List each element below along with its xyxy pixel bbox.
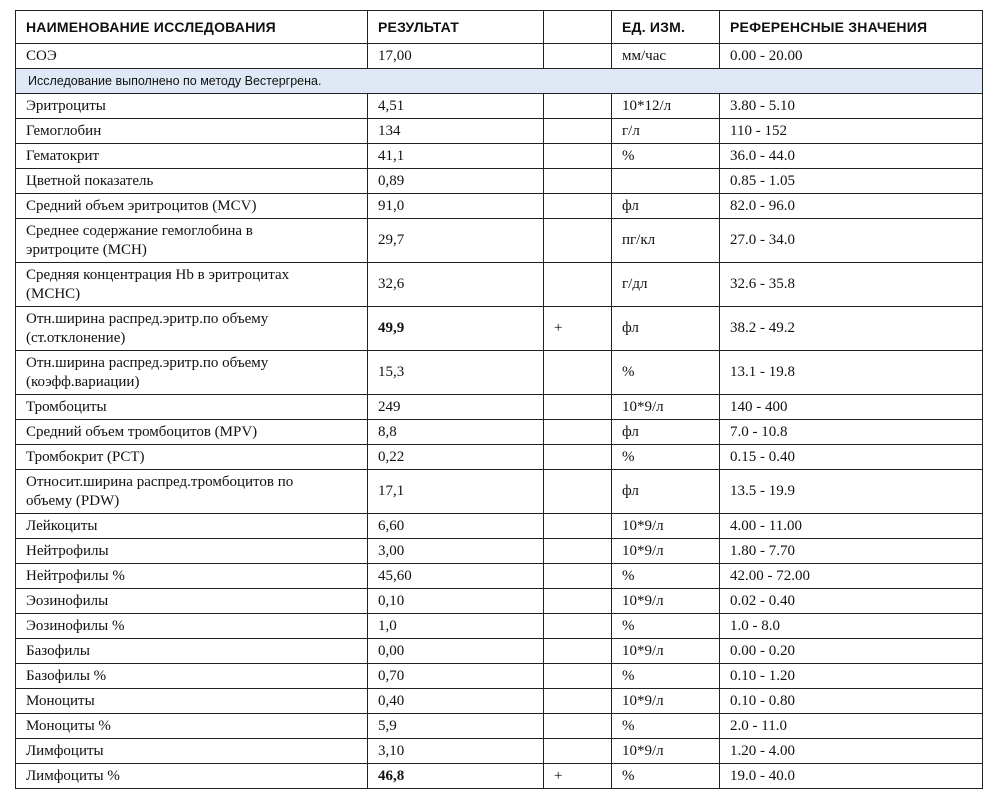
table-row (16, 169, 983, 194)
table-header-row (16, 11, 983, 44)
test-name: Тромбоциты (16, 395, 368, 420)
table-row (16, 514, 983, 539)
header-name: НАИМЕНОВАНИЕ ИССЛЕДОВАНИЯ (16, 11, 368, 44)
abnormal-flag (544, 194, 612, 219)
test-name-line: Отн.ширина распред.эритр.по объему (26, 354, 269, 371)
test-result: 41,1 (368, 144, 544, 169)
test-unit: % (612, 614, 720, 639)
header-ref: РЕФЕРЕНСНЫЕ ЗНАЧЕНИЯ (720, 11, 983, 44)
reference-range: 19.0 - 40.0 (720, 764, 983, 789)
reference-range: 38.2 - 49.2 (720, 307, 983, 351)
abnormal-flag (544, 689, 612, 714)
abnormal-flag (544, 539, 612, 564)
test-unit: % (612, 564, 720, 589)
test-unit: 10*9/л (612, 514, 720, 539)
test-name: Лимфоциты % (16, 764, 368, 789)
test-name (16, 219, 368, 263)
abnormal-flag (544, 470, 612, 514)
test-unit: г/л (612, 119, 720, 144)
test-name: Гемоглобин (16, 119, 368, 144)
abnormal-flag (544, 44, 612, 69)
table-row (16, 714, 983, 739)
reference-range: 1.80 - 7.70 (720, 539, 983, 564)
test-name: Средний объем эритроцитов (MCV) (16, 194, 368, 219)
reference-range: 0.02 - 0.40 (720, 589, 983, 614)
test-name-line: (ст.отклонение) (26, 329, 126, 346)
test-result: 0,00 (368, 639, 544, 664)
table-row (16, 445, 983, 470)
test-name: Лейкоциты (16, 514, 368, 539)
test-unit: 10*9/л (612, 589, 720, 614)
reference-range: 32.6 - 35.8 (720, 263, 983, 307)
test-result: 8,8 (368, 420, 544, 445)
abnormal-flag (544, 664, 612, 689)
table-row (16, 307, 983, 351)
table-row (16, 539, 983, 564)
test-result: 29,7 (368, 219, 544, 263)
test-unit: % (612, 351, 720, 395)
table-row (16, 94, 983, 119)
test-result: 32,6 (368, 263, 544, 307)
test-unit: 10*9/л (612, 395, 720, 420)
test-name: СОЭ (16, 44, 368, 69)
header-flag (544, 11, 612, 44)
table-row (16, 470, 983, 514)
test-result: 0,10 (368, 589, 544, 614)
test-unit: 10*9/л (612, 539, 720, 564)
table-row (16, 194, 983, 219)
test-name (16, 263, 368, 307)
lab-results-table (15, 10, 983, 789)
table-row (16, 614, 983, 639)
abnormal-flag (544, 219, 612, 263)
abnormal-flag (544, 639, 612, 664)
table-row (16, 420, 983, 445)
test-result: 6,60 (368, 514, 544, 539)
reference-range: 82.0 - 96.0 (720, 194, 983, 219)
test-unit: % (612, 664, 720, 689)
test-unit: % (612, 764, 720, 789)
reference-range: 2.0 - 11.0 (720, 714, 983, 739)
table-row (16, 589, 983, 614)
test-result: 4,51 (368, 94, 544, 119)
reference-range: 27.0 - 34.0 (720, 219, 983, 263)
table-row (16, 219, 983, 263)
table-row (16, 395, 983, 420)
reference-range: 42.00 - 72.00 (720, 564, 983, 589)
abnormal-flag (544, 94, 612, 119)
test-name: Тромбокрит (PCT) (16, 445, 368, 470)
footer-cut-text (15, 783, 982, 795)
test-name-line: объему (PDW) (26, 492, 120, 509)
test-result: 249 (368, 395, 544, 420)
test-unit: г/дл (612, 263, 720, 307)
test-unit: 10*12/л (612, 94, 720, 119)
test-name: Моноциты (16, 689, 368, 714)
abnormal-flag (544, 714, 612, 739)
test-unit: 10*9/л (612, 689, 720, 714)
test-result: 5,9 (368, 714, 544, 739)
reference-range: 1.0 - 8.0 (720, 614, 983, 639)
test-unit: фл (612, 470, 720, 514)
test-result: 45,60 (368, 564, 544, 589)
test-result: 3,10 (368, 739, 544, 764)
table-row (16, 639, 983, 664)
reference-range: 1.20 - 4.00 (720, 739, 983, 764)
test-name-line: эритроците (MCH) (26, 241, 147, 258)
test-name: Гематокрит (16, 144, 368, 169)
abnormal-flag (544, 589, 612, 614)
test-name-line: (MCHC) (26, 285, 81, 302)
table-row (16, 263, 983, 307)
header-unit: ЕД. ИЗМ. (612, 11, 720, 44)
reference-range: 0.00 - 0.20 (720, 639, 983, 664)
test-name: Эозинофилы (16, 589, 368, 614)
test-unit: фл (612, 307, 720, 351)
test-result: 0,70 (368, 664, 544, 689)
test-unit: % (612, 144, 720, 169)
abnormal-flag (544, 263, 612, 307)
reference-range: 36.0 - 44.0 (720, 144, 983, 169)
test-result: 17,00 (368, 44, 544, 69)
test-name (16, 351, 368, 395)
test-result: 134 (368, 119, 544, 144)
test-unit: пг/кл (612, 219, 720, 263)
reference-range: 110 - 152 (720, 119, 983, 144)
test-result: 0,40 (368, 689, 544, 714)
test-result: 17,1 (368, 470, 544, 514)
test-name: Эозинофилы % (16, 614, 368, 639)
test-result: 49,9 (368, 307, 544, 351)
abnormal-flag (544, 739, 612, 764)
test-unit: мм/час (612, 44, 720, 69)
method-note: Исследование выполнено по методу Вестергрена. (16, 69, 983, 94)
header-result: РЕЗУЛЬТАТ (368, 11, 544, 44)
reference-range: 13.1 - 19.8 (720, 351, 983, 395)
reference-range: 0.85 - 1.05 (720, 169, 983, 194)
abnormal-flag (544, 119, 612, 144)
abnormal-flag (544, 351, 612, 395)
abnormal-flag (544, 445, 612, 470)
table-row (16, 664, 983, 689)
test-unit (612, 169, 720, 194)
table-row (16, 144, 983, 169)
abnormal-flag (544, 514, 612, 539)
abnormal-flag: + (544, 307, 612, 351)
table-row (16, 739, 983, 764)
test-result: 91,0 (368, 194, 544, 219)
test-name: Лимфоциты (16, 739, 368, 764)
test-name: Цветной показатель (16, 169, 368, 194)
test-name: Нейтрофилы (16, 539, 368, 564)
abnormal-flag (544, 144, 612, 169)
reference-range: 3.80 - 5.10 (720, 94, 983, 119)
test-name: Эритроциты (16, 94, 368, 119)
test-name-line: (коэфф.вариации) (26, 373, 140, 390)
test-unit: 10*9/л (612, 639, 720, 664)
abnormal-flag (544, 564, 612, 589)
reference-range: 0.15 - 0.40 (720, 445, 983, 470)
test-name: Моноциты % (16, 714, 368, 739)
abnormal-flag (544, 420, 612, 445)
test-name: Базофилы % (16, 664, 368, 689)
test-name-line: Средняя концентрация Hb в эритроцитах (26, 266, 290, 283)
reference-range: 0.10 - 0.80 (720, 689, 983, 714)
table-row (16, 44, 983, 69)
test-name: Средний объем тромбоцитов (MPV) (16, 420, 368, 445)
table-body (16, 44, 983, 789)
test-result: 1,0 (368, 614, 544, 639)
test-name-line: Относит.ширина распред.тромбоцитов по (26, 473, 294, 490)
test-name-line: Среднее содержание гемоглобина в (26, 222, 253, 239)
test-name: Нейтрофилы % (16, 564, 368, 589)
test-name (16, 470, 368, 514)
test-unit: % (612, 445, 720, 470)
test-result: 46,8 (368, 764, 544, 789)
reference-range: 140 - 400 (720, 395, 983, 420)
reference-range: 7.0 - 10.8 (720, 420, 983, 445)
reference-range: 4.00 - 11.00 (720, 514, 983, 539)
test-unit: фл (612, 194, 720, 219)
table-row (16, 689, 983, 714)
reference-range: 0.00 - 20.00 (720, 44, 983, 69)
table-row (16, 564, 983, 589)
test-result: 0,22 (368, 445, 544, 470)
abnormal-flag (544, 614, 612, 639)
test-result: 3,00 (368, 539, 544, 564)
table-note-row (16, 69, 983, 94)
table-row (16, 351, 983, 395)
reference-range: 13.5 - 19.9 (720, 470, 983, 514)
test-result: 15,3 (368, 351, 544, 395)
test-unit: % (612, 714, 720, 739)
test-unit: 10*9/л (612, 739, 720, 764)
abnormal-flag (544, 169, 612, 194)
test-name-line: Отн.ширина распред.эритр.по объему (26, 310, 269, 327)
test-name (16, 307, 368, 351)
abnormal-flag (544, 395, 612, 420)
reference-range: 0.10 - 1.20 (720, 664, 983, 689)
test-unit: фл (612, 420, 720, 445)
test-name: Базофилы (16, 639, 368, 664)
table-row (16, 119, 983, 144)
test-result: 0,89 (368, 169, 544, 194)
abnormal-flag: + (544, 764, 612, 789)
